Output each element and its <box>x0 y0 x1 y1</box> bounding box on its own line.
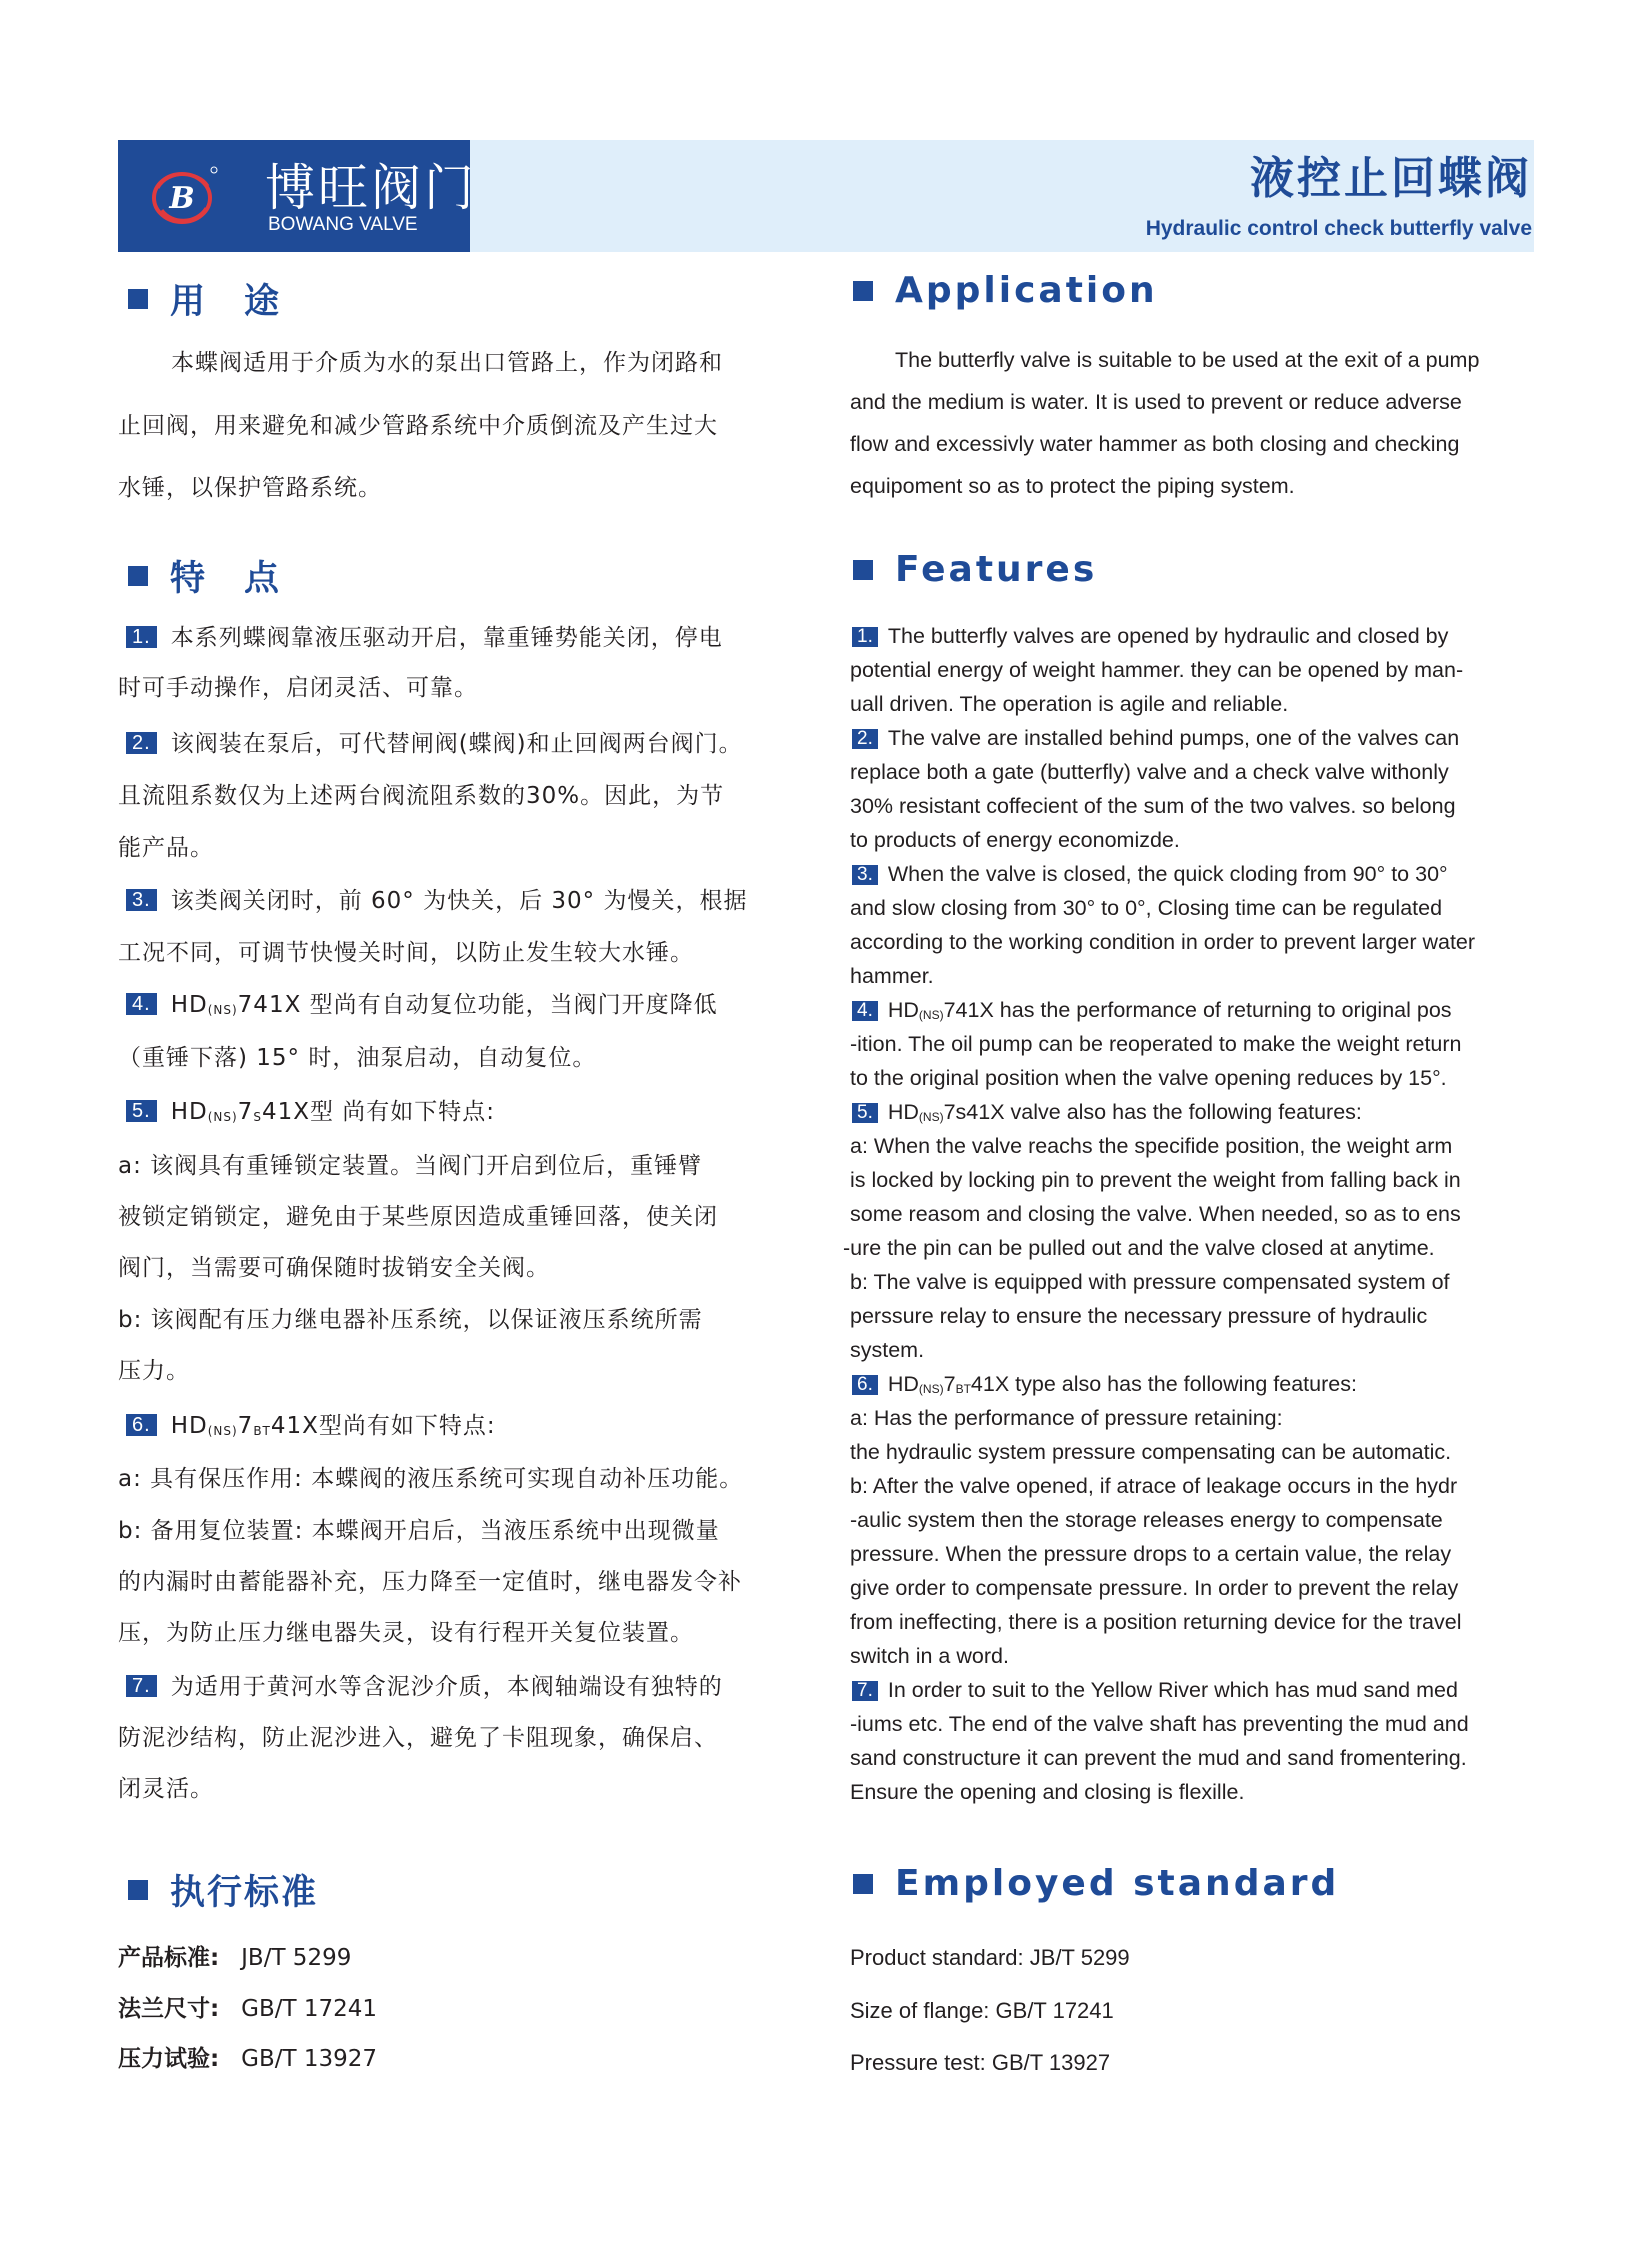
feature-en-line: from ineffecting, there is a position returning device for the travel <box>850 1610 1462 1634</box>
feature-en-line: system. <box>850 1338 925 1362</box>
feature-7-cn-cont: 防泥沙结构，防止泥沙进入，避免了卡阻现象，确保启、 <box>118 1725 718 1751</box>
feature-en-line: and slow closing from 30° to 0°, Closing time can be regulated <box>850 896 1443 920</box>
feature-1-cn: 1. 本系列蝶阀靠液压驱动开启，靠重锤势能关闭，停电 <box>126 622 723 654</box>
application-en-line: equipoment so as to protect the piping system. <box>850 474 1295 498</box>
number-badge: 2. <box>852 729 878 749</box>
feature-en-line: potential energy of weight hammer. they can be opened by man- <box>850 658 1464 682</box>
feature-2-en: 2. The valve are installed behind pumps, one of the valves can <box>852 725 1459 751</box>
feature-7-en: 7. In order to suit to the Yellow River which has mud sand med <box>852 1677 1458 1703</box>
feature-en-line: to the original position when the valve opening reduces by 15°. <box>850 1066 1447 1090</box>
feature-1-en: 1. The butterfly valves are opened by hydraulic and closed by <box>852 623 1448 649</box>
feature-en-line: -ure the pin can be pulled out and the valve closed at anytime. <box>843 1236 1435 1260</box>
number-badge: 7. <box>852 1681 878 1701</box>
feature-en-line: a: When the valve reachs the specifide position, the weight arm <box>850 1134 1453 1158</box>
svg-text:B: B <box>169 181 195 216</box>
heading-square-icon <box>128 566 148 586</box>
feature-5b-cn-cont: 压力。 <box>118 1358 190 1384</box>
number-badge: 5. <box>852 1103 878 1123</box>
feature-5a-cn-cont: 阀门，当需要可确保随时拔销安全关阀。 <box>118 1255 550 1281</box>
feature-4-cn: 4. $HD_{(NS)}741X$ 型尚有自动复位功能，当阀门开度降低 <box>126 989 718 1026</box>
feature-6-en: 6. $HD_{(NS)}7_{BT}41X$ type also has the following features: <box>852 1371 1357 1402</box>
section-heading-application-cn <box>128 274 281 324</box>
feature-1-cn-cont: 时可手动操作，启闭灵活、可靠。 <box>118 675 478 701</box>
application-en-line: The butterfly valve is suitable to be used at the exit of a pump <box>895 348 1480 372</box>
heading-square-icon <box>853 560 873 580</box>
heading-text: Features <box>895 549 1098 590</box>
application-cn-line: 止回阀，用来避免和减少管路系统中介质倒流及产生过大 <box>118 413 718 439</box>
application-cn-line: 水锤，以保护管路系统。 <box>118 475 382 501</box>
feature-6-cn: 6. $HD_{(NS)}7_{BT}41X$型尚有如下特点: <box>126 1410 496 1447</box>
number-badge: 4. <box>126 993 157 1015</box>
feature-en-line: b: The valve is equipped with pressure compensated system of <box>850 1270 1450 1294</box>
number-badge: 4. <box>852 1001 878 1021</box>
feature-5a-cn: a: 该阀具有重锤锁定装置。当阀门开启到位后，重锤臂 <box>118 1153 703 1179</box>
feature-2-cn-cont: 能产品。 <box>118 835 214 861</box>
section-heading-application-en <box>853 270 1158 311</box>
number-badge: 1. <box>852 627 878 647</box>
page-title-en: Hydraulic control check butterfly valve <box>1145 217 1532 240</box>
heading-square-icon <box>128 289 148 309</box>
feature-2-cn-cont: 且流阻系数仅为上述两台阀流阻系数的30%。因此，为节 <box>118 783 725 809</box>
section-heading-features-cn <box>128 551 281 601</box>
feature-5a-cn-cont: 被锁定销锁定，避免由于某些原因造成重锤回落，使关闭 <box>118 1204 718 1230</box>
standard-row-en: Product standard: JB/T 5299 <box>850 1945 1130 1970</box>
feature-4-en: 4. $HD_{(NS)}741X$ has the performance of returning to original pos <box>852 997 1452 1028</box>
feature-en-line: to products of energy economizde. <box>850 828 1180 852</box>
application-en-line: flow and excessivly water hammer as both closing and checking <box>850 432 1460 456</box>
feature-en-line: -iums etc. The end of the valve shaft has preventing the mud and <box>850 1712 1469 1736</box>
heading-text: 执行标准 <box>170 1873 319 1913</box>
heading-square-icon <box>128 1880 148 1900</box>
standard-row-cn: 产品标准: JB/T 5299 <box>118 1945 352 1971</box>
feature-5-en: 5. $HD_{(NS)}7s41X$ valve also has the following features: <box>852 1099 1362 1130</box>
feature-5b-cn: b: 该阀配有压力继电器补压系统，以保证液压系统所需 <box>118 1307 703 1333</box>
feature-en-line: switch in a word. <box>850 1644 1009 1668</box>
feature-en-line: uall driven. The operation is agile and reliable. <box>850 692 1289 716</box>
feature-en-line: sand constructure it can prevent the mud and sand fromentering. <box>850 1746 1467 1770</box>
page-title-cn: 液控止回蝶阀 <box>1250 153 1532 204</box>
feature-7-cn: 7. 为适用于黄河水等含泥沙介质，本阀轴端设有独特的 <box>126 1671 723 1703</box>
heading-square-icon <box>853 1874 873 1894</box>
feature-7-cn-cont: 闭灵活。 <box>118 1776 214 1802</box>
heading-text: Application <box>895 270 1158 311</box>
number-badge: 3. <box>126 889 157 911</box>
feature-en-line: give order to compensate pressure. In order to prevent the relay <box>850 1576 1459 1600</box>
feature-3-cn: 3. 该类阀关闭时，前 60° 为快关，后 30° 为慢关，根据 <box>126 885 747 917</box>
number-badge: 5. <box>126 1100 157 1122</box>
feature-en-line: pressure. When the pressure drops to a certain value, the relay <box>850 1542 1452 1566</box>
heading-text: 用 途 <box>170 282 282 322</box>
feature-en-line: is locked by locking pin to prevent the weight from falling back in <box>850 1168 1461 1192</box>
section-heading-standard-en <box>853 1863 1339 1904</box>
standard-row-en: Pressure test: GB/T 13927 <box>850 2050 1111 2075</box>
feature-en-line: according to the working condition in order to prevent larger water <box>850 930 1476 954</box>
number-badge: 3. <box>852 865 878 885</box>
feature-en-line: -aulic system then the storage releases energy to compensate <box>850 1508 1443 1532</box>
feature-3-cn-cont: 工况不同，可调节快慢关时间，以防止发生较大水锤。 <box>118 940 694 966</box>
feature-3-en: 3. When the valve is closed, the quick cloding from 90° to 30° <box>852 861 1448 887</box>
feature-en-line: a: Has the performance of pressure retaining: <box>850 1406 1283 1430</box>
feature-en-line: hammer. <box>850 964 934 988</box>
number-badge: 1. <box>126 626 157 648</box>
feature-en-line: Ensure the opening and closing is flexille. <box>850 1780 1245 1804</box>
feature-en-line: -ition. The oil pump can be reoperated to make the weight return <box>850 1032 1462 1056</box>
feature-en-line: replace both a gate (butterfly) valve and a check valve withonly <box>850 760 1449 784</box>
feature-6b-cn-cont: 压，为防止压力继电器失灵，设有行程开关复位装置。 <box>118 1620 694 1646</box>
number-badge: 7. <box>126 1675 157 1697</box>
heading-text: 特 点 <box>170 559 282 599</box>
heading-text: Employed standard <box>895 1863 1340 1904</box>
application-en-line: and the medium is water. It is used to prevent or reduce adverse <box>850 390 1462 414</box>
brand-name-en: BOWANG VALVE <box>268 214 418 235</box>
feature-6b-cn-cont: 的内漏时由蓄能器补充，压力降至一定值时，继电器发令补 <box>118 1569 742 1595</box>
brand-name-cn: 博旺阀门 <box>265 159 477 217</box>
application-cn-line: 本蝶阀适用于介质为水的泵出口管路上，作为闭路和 <box>171 350 723 376</box>
heading-square-icon <box>853 281 873 301</box>
section-heading-standard-cn <box>128 1865 318 1915</box>
feature-en-line: perssure relay to ensure the necessary pressure of hydraulic <box>850 1304 1428 1328</box>
number-badge: 6. <box>126 1414 157 1436</box>
feature-4-cn-cont: （重锤下落) 15° 时，油泵启动，自动复位。 <box>118 1045 597 1071</box>
bowang-logo-icon <box>148 164 220 228</box>
standard-row-cn: 压力试验: GB/T 13927 <box>118 2046 378 2072</box>
number-badge: 6. <box>852 1375 878 1395</box>
section-heading-features-en <box>853 549 1097 590</box>
standard-row-cn: 法兰尺寸: GB/T 17241 <box>118 1996 378 2022</box>
standard-row-en: Size of flange: GB/T 17241 <box>850 1998 1114 2023</box>
number-badge: 2. <box>126 732 157 754</box>
feature-6a-cn: a: 具有保压作用: 本蝶阀的液压系统可实现自动补压功能。 <box>118 1466 744 1492</box>
feature-2-cn: 2. 该阀装在泵后，可代替闸阀(蝶阀)和止回阀两台阀门。 <box>126 728 743 760</box>
feature-5-cn: 5. $HD_{(NS)}7_S41X$型 尚有如下特点: <box>126 1096 495 1133</box>
feature-en-line: some reasom and closing the valve. When needed, so as to ens <box>850 1202 1461 1226</box>
feature-en-line: the hydraulic system pressure compensating can be automatic. <box>850 1440 1452 1464</box>
feature-en-line: b: After the valve opened, if atrace of leakage occurs in the hydr <box>850 1474 1458 1498</box>
feature-en-line: 30% resistant coffecient of the sum of the two valves. so belong <box>850 794 1456 818</box>
feature-6b-cn: b: 备用复位装置: 本蝶阀开启后，当液压系统中出现微量 <box>118 1518 720 1544</box>
